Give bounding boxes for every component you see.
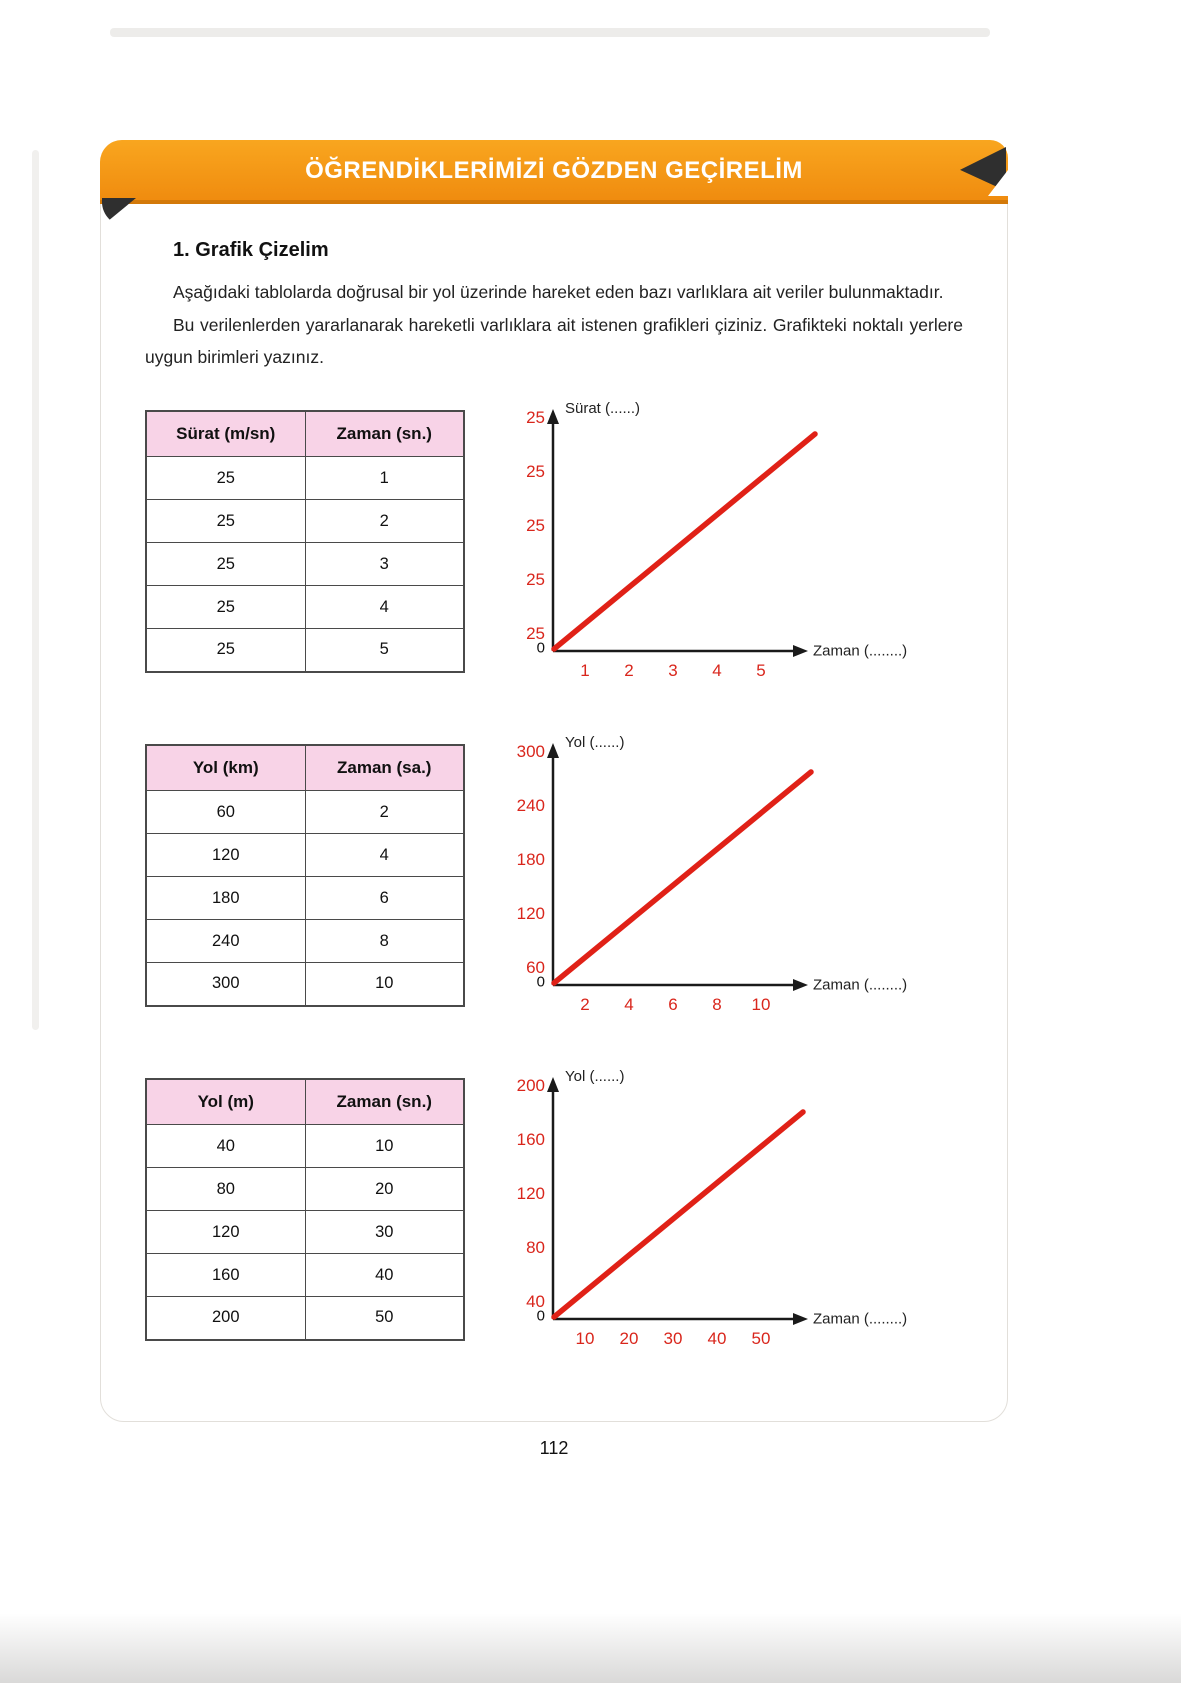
table-row xyxy=(146,1254,464,1297)
table-body xyxy=(146,1125,464,1340)
data-table xyxy=(145,410,465,673)
table-row xyxy=(146,457,464,500)
table-cell: 25 xyxy=(146,543,305,586)
content-area xyxy=(101,205,1007,1374)
y-tick-label: 25 xyxy=(526,407,545,427)
table-cell: 240 xyxy=(146,920,305,963)
chart xyxy=(493,396,963,706)
table-cell: 80 xyxy=(146,1168,305,1211)
data-table xyxy=(145,1078,465,1341)
table-cell: 10 xyxy=(305,963,464,1006)
table-header-cell: Zaman (sn.) xyxy=(305,411,464,457)
y-tick-label: 240 xyxy=(516,795,545,815)
y-tick-label: 25 xyxy=(526,515,545,535)
origin-label: 0 xyxy=(536,973,545,991)
section-row-distance-seconds xyxy=(145,1068,963,1374)
table-cell: 200 xyxy=(146,1297,305,1340)
table-row xyxy=(146,920,464,963)
table-cell: 5 xyxy=(305,629,464,672)
table-cell: 30 xyxy=(305,1211,464,1254)
table-cell: 25 xyxy=(146,457,305,500)
table-cell: 180 xyxy=(146,877,305,920)
x-tick-label: 5 xyxy=(756,660,766,680)
x-tick-label: 6 xyxy=(668,994,678,1014)
intro-paragraph-1: Aşağıdaki tablolarda doğrusal bir yol üzerinde hareket eden bazı varlıklara ait veriler bulunmaktadır. xyxy=(173,282,944,302)
x-tick-label: 10 xyxy=(751,994,771,1014)
plotted-line xyxy=(554,772,811,983)
x-tick-label: 1 xyxy=(580,660,590,680)
origin-label: 0 xyxy=(536,1307,545,1325)
table-cell: 300 xyxy=(146,963,305,1006)
table-cell: 1 xyxy=(305,457,464,500)
table-cell: 4 xyxy=(305,586,464,629)
section-row-speed-time xyxy=(145,400,963,706)
section-title: 1. Grafik Çizelim xyxy=(173,239,329,261)
table-cell: 120 xyxy=(146,1211,305,1254)
y-tick-label: 25 xyxy=(526,461,545,481)
table-body xyxy=(146,791,464,1006)
table-cell: 40 xyxy=(146,1125,305,1168)
table-cell: 20 xyxy=(305,1168,464,1211)
table-cell: 25 xyxy=(146,629,305,672)
x-axis-title: Zaman (........) xyxy=(813,976,908,994)
page-number: 112 xyxy=(539,1438,569,1458)
table-header-cell: Yol (m) xyxy=(146,1079,305,1125)
x-axis-title: Zaman (........) xyxy=(813,1310,908,1328)
y-tick-label: 180 xyxy=(516,849,545,869)
content-card xyxy=(100,140,1008,1422)
x-tick-label: 10 xyxy=(575,1328,595,1348)
x-axis-title: Zaman (........) xyxy=(813,642,908,660)
y-axis-title: Yol (......) xyxy=(565,1067,625,1085)
plotted-line xyxy=(554,434,815,649)
y-tick-label: 120 xyxy=(516,903,545,923)
table-row xyxy=(146,543,464,586)
y-tick-label: 25 xyxy=(526,569,545,589)
table-cell: 120 xyxy=(146,834,305,877)
chart xyxy=(493,730,963,1040)
table-body xyxy=(146,457,464,672)
x-tick-label: 8 xyxy=(712,994,722,1014)
table-row xyxy=(146,834,464,877)
x-tick-label: 50 xyxy=(751,1328,771,1348)
chart-axes xyxy=(493,1064,963,1374)
table-cell: 6 xyxy=(305,877,464,920)
header-banner xyxy=(100,140,1008,204)
chart-axes xyxy=(493,730,963,1040)
plotted-line xyxy=(554,1112,803,1317)
table-row xyxy=(146,1125,464,1168)
data-table xyxy=(145,744,465,1007)
x-tick-label: 20 xyxy=(619,1328,639,1348)
table-header-cell: Zaman (sa.) xyxy=(305,745,464,791)
scan-artifact-top xyxy=(110,28,990,37)
x-tick-label: 4 xyxy=(712,660,722,680)
table-cell: 8 xyxy=(305,920,464,963)
table-cell: 10 xyxy=(305,1125,464,1168)
table-row xyxy=(146,629,464,672)
x-tick-label: 3 xyxy=(668,660,678,680)
table-row xyxy=(146,1168,464,1211)
chart xyxy=(493,1064,963,1374)
table-header-row xyxy=(146,411,464,457)
table-row xyxy=(146,586,464,629)
y-axis-title: Sürat (......) xyxy=(565,399,641,417)
table-cell: 4 xyxy=(305,834,464,877)
y-tick-label: 300 xyxy=(516,741,545,761)
x-tick-label: 2 xyxy=(580,994,590,1014)
table-row xyxy=(146,1297,464,1340)
table-header-row xyxy=(146,1079,464,1125)
x-tick-label: 4 xyxy=(624,994,634,1014)
y-tick-label: 40 xyxy=(526,1291,545,1311)
y-tick-label: 25 xyxy=(526,623,545,643)
table-cell: 60 xyxy=(146,791,305,834)
intro-paragraph-2: Bu verilenlerden yararlanarak hareketli varlıklara ait istenen grafikleri çiziniz. Grafikteki noktalı yerlere uygun birimleri yazınız. xyxy=(145,314,963,368)
section-row-distance-hours xyxy=(145,734,963,1040)
table-row xyxy=(146,791,464,834)
chart-axes xyxy=(493,396,963,706)
y-axis-title: Yol (......) xyxy=(565,733,625,751)
table-row xyxy=(146,963,464,1006)
y-tick-label: 120 xyxy=(516,1183,545,1203)
table-cell: 2 xyxy=(305,791,464,834)
table-cell: 50 xyxy=(305,1297,464,1340)
table-cell: 2 xyxy=(305,500,464,543)
x-tick-label: 30 xyxy=(663,1328,683,1348)
table-header-cell: Yol (km) xyxy=(146,745,305,791)
x-tick-label: 40 xyxy=(707,1328,727,1348)
scan-artifact-bottom xyxy=(0,1613,1181,1683)
x-tick-label: 2 xyxy=(624,660,634,680)
y-tick-label: 60 xyxy=(526,957,545,977)
scan-artifact-left xyxy=(32,150,39,1030)
y-tick-label: 80 xyxy=(526,1237,545,1257)
table-cell: 160 xyxy=(146,1254,305,1297)
table-header-row xyxy=(146,745,464,791)
table-cell: 25 xyxy=(146,586,305,629)
table-row xyxy=(146,1211,464,1254)
table-cell: 40 xyxy=(305,1254,464,1297)
origin-label: 0 xyxy=(536,639,545,657)
table-cell: 25 xyxy=(146,500,305,543)
table-row xyxy=(146,500,464,543)
page-title: ÖĞRENDİKLERİMİZİ GÖZDEN GEÇİRELİM xyxy=(305,157,803,184)
table-cell: 3 xyxy=(305,543,464,586)
y-tick-label: 160 xyxy=(516,1129,545,1149)
exercise-sections xyxy=(145,400,963,1374)
table-header-cell: Zaman (sn.) xyxy=(305,1079,464,1125)
table-row xyxy=(146,877,464,920)
y-tick-label: 200 xyxy=(516,1075,545,1095)
table-header-cell: Sürat (m/sn) xyxy=(146,411,305,457)
